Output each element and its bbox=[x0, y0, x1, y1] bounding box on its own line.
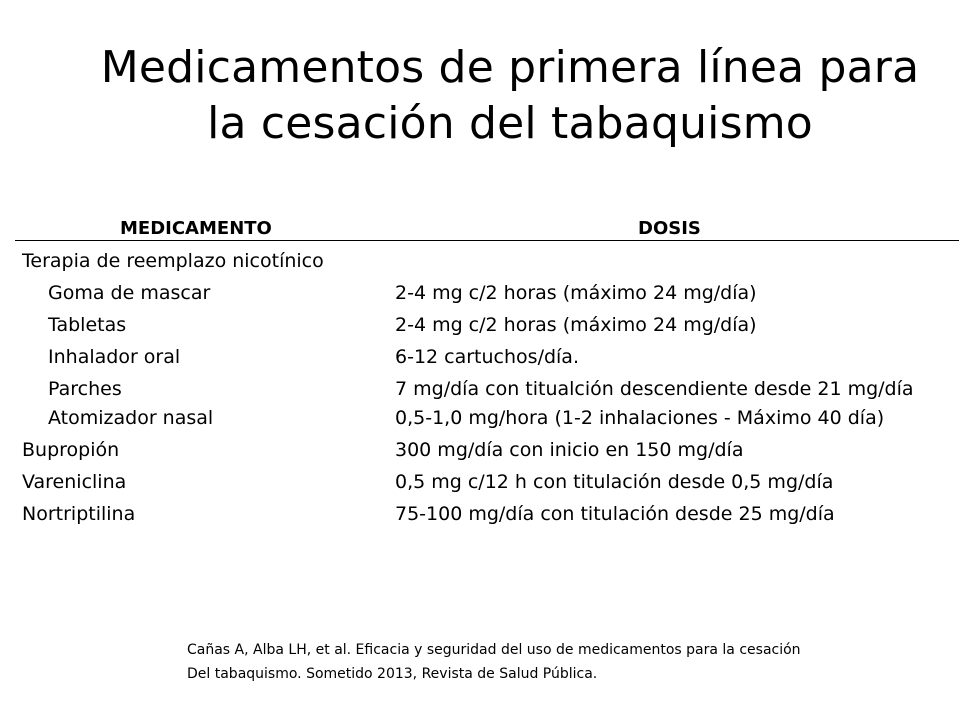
medication-name: Inhalador oral bbox=[48, 346, 181, 368]
slide-title bbox=[60, 40, 960, 152]
medication-name: Vareniclina bbox=[22, 471, 127, 493]
table-row-tabletas bbox=[0, 312, 960, 344]
medication-name: Atomizador nasal bbox=[48, 407, 214, 429]
medication-name: Tabletas bbox=[48, 314, 127, 336]
medication-dose: 6-12 cartuchos/día. bbox=[395, 346, 579, 368]
medication-name: Goma de mascar bbox=[48, 282, 211, 304]
medication-name: Bupropión bbox=[22, 439, 120, 461]
medication-dose: 300 mg/día con inicio en 150 mg/día bbox=[395, 439, 744, 461]
table-row-vareniclina bbox=[0, 469, 960, 501]
medication-dose: 0,5 mg c/12 h con titulación desde 0,5 mg/día bbox=[395, 471, 834, 493]
medication-table bbox=[0, 248, 960, 533]
medication-dose: 75-100 mg/día con titulación desde 25 mg/día bbox=[395, 503, 835, 525]
header-dosis: DOSIS bbox=[638, 218, 701, 239]
header-divider bbox=[15, 240, 959, 241]
table-row-nrt bbox=[0, 248, 960, 280]
table-row-atomizador bbox=[0, 405, 960, 437]
header-medicamento: MEDICAMENTO bbox=[120, 218, 272, 239]
table-row-nortriptilina bbox=[0, 501, 960, 533]
table-row-parches bbox=[0, 376, 960, 405]
citation bbox=[187, 638, 947, 686]
medication-dose: 7 mg/día con titualción descendiente desde 21 mg/día bbox=[395, 378, 914, 400]
title-line-1: Medicamentos de primera línea para bbox=[100, 42, 920, 93]
table-row-goma bbox=[0, 280, 960, 312]
citation-line-2: Del tabaquismo. Sometido 2013, Revista de Salud Pública. bbox=[187, 666, 598, 682]
medication-name: Terapia de reemplazo nicotínico bbox=[22, 250, 324, 272]
medication-name: Parches bbox=[48, 378, 122, 400]
medication-dose: 0,5-1,0 mg/hora (1-2 inhalaciones - Máximo 40 día) bbox=[395, 407, 885, 429]
medication-dose: 2-4 mg c/2 horas (máximo 24 mg/día) bbox=[395, 314, 757, 336]
table-row-inhalador bbox=[0, 344, 960, 376]
citation-line-1: Cañas A, Alba LH, et al. Eficacia y seguridad del uso de medicamentos para la cesación bbox=[187, 642, 801, 658]
title-line-2: la cesación del tabaquismo bbox=[207, 98, 813, 149]
table-row-bupropion bbox=[0, 437, 960, 469]
medication-name: Nortriptilina bbox=[22, 503, 136, 525]
medication-dose: 2-4 mg c/2 horas (máximo 24 mg/día) bbox=[395, 282, 757, 304]
